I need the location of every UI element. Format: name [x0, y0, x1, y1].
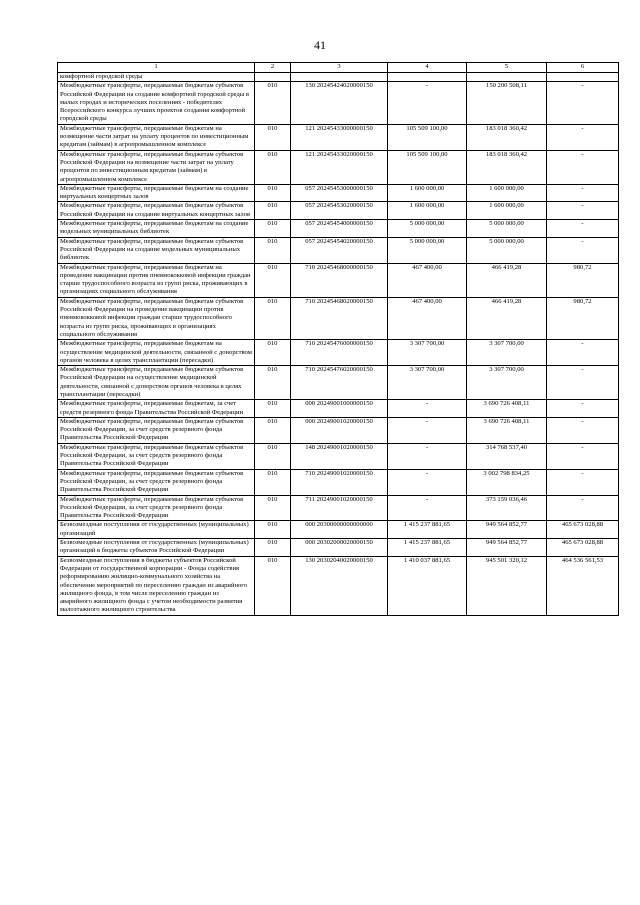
row-plan-cell: 1 600 000,00	[388, 184, 467, 202]
table-row	[58, 556, 619, 615]
row-code-cell: 010	[255, 469, 291, 495]
column-header-4: 4	[388, 63, 467, 73]
row-code-cell: 010	[255, 340, 291, 366]
row-fact-cell: 466 419,28	[467, 297, 547, 339]
row-name-cell: Межбюджетные трансферты, передаваемые бюджетам субъектов Российской Федерации на создание модельных муниципальных библиотек	[58, 237, 255, 263]
row-kbk-cell: 130 20245424020000150	[291, 82, 388, 124]
row-diff-cell: -	[547, 220, 619, 238]
row-diff-cell: -	[547, 202, 619, 220]
row-plan-cell: 467 400,00	[388, 297, 467, 339]
row-kbk-cell: 057 20245454020000150	[291, 237, 388, 263]
row-diff-cell: -	[547, 417, 619, 443]
row-plan-cell	[388, 73, 467, 82]
budget-execution-table	[57, 62, 619, 616]
row-code-cell: 010	[255, 124, 291, 150]
row-fact-cell: 949 564 852,77	[467, 521, 547, 539]
row-plan-cell: -	[388, 400, 467, 418]
row-diff-cell: -	[547, 495, 619, 521]
row-kbk-cell: 148 20249001020000150	[291, 443, 388, 469]
table-row	[58, 400, 619, 418]
row-fact-cell: 1 600 000,00	[467, 184, 547, 202]
row-plan-cell: -	[388, 443, 467, 469]
column-header-6: 6	[547, 63, 619, 73]
row-kbk-cell: 710 20249001020000150	[291, 469, 388, 495]
row-plan-cell: 105 509 100,00	[388, 150, 467, 184]
row-plan-cell: 105 509 100,00	[388, 124, 467, 150]
table-row	[58, 237, 619, 263]
row-fact-cell: 5 000 000,00	[467, 220, 547, 238]
table-row	[58, 443, 619, 469]
row-fact-cell: 373 159 036,46	[467, 495, 547, 521]
row-fact-cell: 183 018 360,42	[467, 150, 547, 184]
row-kbk-cell: 057 20245453000000150	[291, 184, 388, 202]
column-header-3: 3	[291, 63, 388, 73]
table-row	[58, 340, 619, 366]
row-name-cell: Безвозмездные поступления от государственных (муниципальных) организаций в бюджеты субъектов Российской Федерации	[58, 539, 255, 557]
row-kbk-cell: 057 20245454000000150	[291, 220, 388, 238]
row-code-cell: 010	[255, 366, 291, 400]
row-kbk-cell: 057 20245453020000150	[291, 202, 388, 220]
row-fact-cell: 3 690 726 408,11	[467, 417, 547, 443]
row-plan-cell: -	[388, 417, 467, 443]
row-diff-cell: -	[547, 82, 619, 124]
row-name-cell: Межбюджетные трансферты, передаваемые бюджетам субъектов Российской Федерации, за счет средств резервного фонда Правительства Российской Федерации	[58, 469, 255, 495]
row-plan-cell: 1 415 237 881,65	[388, 539, 467, 557]
table-row	[58, 263, 619, 297]
row-fact-cell: 183 018 360,42	[467, 124, 547, 150]
row-name-cell: Межбюджетные трансферты, передаваемые бюджетам субъектов Российской Федерации на создание комфортной городской среды в малых городах и исторических поселениях - победителях Всероссийского конкурса лучших проектов создания комфортной городской среды	[58, 82, 255, 124]
row-name-cell: Межбюджетные трансферты, передаваемые бюджетам на возмещение части затрат на уплату процентов по инвестиционным кредитам (займам) в агропромышленном комплексе	[58, 124, 255, 150]
row-code-cell: 010	[255, 184, 291, 202]
column-header-1: 1	[58, 63, 255, 73]
table-row	[58, 124, 619, 150]
row-plan-cell: 467 400,00	[388, 263, 467, 297]
row-kbk-cell: 000 20300000000000000	[291, 521, 388, 539]
row-fact-cell: 3 307 700,00	[467, 340, 547, 366]
row-name-cell: Межбюджетные трансферты, передаваемые бюджетам субъектов Российской Федерации на проведение вакцинации против пневмококковой инфекции граждан старше трудоспособного возраста из групп риска, проживающих в организациях социального обслуживания	[58, 297, 255, 339]
row-plan-cell: 1 415 237 881,65	[388, 521, 467, 539]
row-plan-cell: -	[388, 469, 467, 495]
row-code-cell: 010	[255, 263, 291, 297]
row-fact-cell: 1 600 000,00	[467, 202, 547, 220]
row-diff-cell: -	[547, 400, 619, 418]
column-header-5: 5	[467, 63, 547, 73]
table-row	[58, 469, 619, 495]
table-row	[58, 521, 619, 539]
row-name-cell: Межбюджетные трансферты, передаваемые бюджетам на проведение вакцинации против пневмококковой инфекции граждан старше трудоспособного возраста из групп риска, проживающих в организациях социального обслуживания	[58, 263, 255, 297]
row-diff-cell: -	[547, 443, 619, 469]
row-diff-cell: 980,72	[547, 297, 619, 339]
row-plan-cell: 5 000 000,00	[388, 220, 467, 238]
row-diff-cell: 980,72	[547, 263, 619, 297]
row-fact-cell: 314 768 537,40	[467, 443, 547, 469]
row-kbk-cell: 121 20245433000000150	[291, 124, 388, 150]
row-kbk-cell: 710 20245468000000150	[291, 263, 388, 297]
page-number: 41	[314, 38, 326, 52]
row-name-cell: Межбюджетные трансферты, передаваемые бюджетам на создание виртуальных концертных залов	[58, 184, 255, 202]
row-code-cell: 010	[255, 556, 291, 615]
row-fact-cell: 949 564 852,77	[467, 539, 547, 557]
row-plan-cell: 3 307 700,00	[388, 340, 467, 366]
row-diff-cell: -	[547, 184, 619, 202]
table-row	[58, 220, 619, 238]
table-row	[58, 495, 619, 521]
table-row	[58, 202, 619, 220]
row-diff-cell: -	[547, 150, 619, 184]
row-name-cell: Межбюджетные трансферты, передаваемые бюджетам на осуществление медицинской деятельности, связанной с донорством органов человека в целях трансплантации (пересадки)	[58, 340, 255, 366]
row-code-cell	[255, 73, 291, 82]
row-name-cell: Межбюджетные трансферты, передаваемые бюджетам субъектов Российской Федерации, за счет средств резервного фонда Правительства Российской Федерации	[58, 417, 255, 443]
row-plan-cell: 5 000 000,00	[388, 237, 467, 263]
row-code-cell: 010	[255, 220, 291, 238]
row-diff-cell: -	[547, 366, 619, 400]
table-row	[58, 184, 619, 202]
row-diff-cell: -	[547, 124, 619, 150]
row-kbk-cell: 130 20302040020000150	[291, 556, 388, 615]
table-header-row	[58, 63, 619, 73]
row-kbk-cell: 121 20245433020000150	[291, 150, 388, 184]
row-diff-cell: -	[547, 340, 619, 366]
table-row	[58, 150, 619, 184]
row-name-cell: Безвозмездные поступления в бюджеты субъектов Российской Федерации от государственной корпорации - Фонда содействия реформированию жилищно-коммунального хозяйства на обеспечение мероприятий по переселению граждан из аварийного жилищного фонда, в том числе переселению граждан из аварийного жилищного фонда с учетом необходимости развития малоэтажного жилищного строительства	[58, 556, 255, 615]
row-plan-cell: 3 307 700,00	[388, 366, 467, 400]
row-code-cell: 010	[255, 521, 291, 539]
row-diff-cell: -	[547, 237, 619, 263]
row-kbk-cell: 000 20302000020000150	[291, 539, 388, 557]
row-code-cell: 010	[255, 237, 291, 263]
row-fact-cell: 466 419,28	[467, 263, 547, 297]
row-plan-cell: 1 410 037 881,65	[388, 556, 467, 615]
row-code-cell: 010	[255, 443, 291, 469]
table-row	[58, 417, 619, 443]
row-code-cell: 010	[255, 417, 291, 443]
row-plan-cell: -	[388, 495, 467, 521]
row-name-cell: Межбюджетные трансферты, передаваемые бюджетам субъектов Российской Федерации на осуществление медицинской деятельности, связанной с донорством органов человека в целях трансплантации (пересадки)	[58, 366, 255, 400]
column-header-2: 2	[255, 63, 291, 73]
table-row	[58, 539, 619, 557]
row-code-cell: 010	[255, 539, 291, 557]
row-fact-cell	[467, 73, 547, 82]
row-fact-cell: 3 307 700,00	[467, 366, 547, 400]
row-code-cell: 010	[255, 150, 291, 184]
row-fact-cell: 5 000 000,00	[467, 237, 547, 263]
row-name-cell: Межбюджетные трансферты, передаваемые бюджетам на создание модельных муниципальных библиотек	[58, 220, 255, 238]
row-name-cell: Межбюджетные трансферты, передаваемые бюджетам, за счет средств резервного фонда Правительства Российской Федерации	[58, 400, 255, 418]
row-diff-cell: 465 673 028,88	[547, 521, 619, 539]
row-kbk-cell: 000 20249001020000150	[291, 417, 388, 443]
row-plan-cell: -	[388, 82, 467, 124]
row-name-cell: Межбюджетные трансферты, передаваемые бюджетам субъектов Российской Федерации, за счет средств резервного фонда Правительства Российской Федерации	[58, 495, 255, 521]
row-name-cell: Межбюджетные трансферты, передаваемые бюджетам субъектов Российской Федерации на создание виртуальных концертных залов	[58, 202, 255, 220]
table-row	[58, 82, 619, 124]
row-name-cell: комфортной городской среды	[58, 73, 255, 82]
table-row	[58, 73, 619, 82]
row-kbk-cell: 710 20245476020000150	[291, 366, 388, 400]
row-name-cell: Межбюджетные трансферты, передаваемые бюджетам субъектов Российской Федерации на возмещение части затрат на уплату процентов по инвестиционным кредитам (займам) в агропромышленном комплексе	[58, 150, 255, 184]
row-kbk-cell: 711 20249001020000150	[291, 495, 388, 521]
row-diff-cell: -	[547, 469, 619, 495]
row-name-cell: Безвозмездные поступления от государственных (муниципальных) организаций	[58, 521, 255, 539]
row-kbk-cell	[291, 73, 388, 82]
row-code-cell: 010	[255, 495, 291, 521]
row-fact-cell: 150 200 508,11	[467, 82, 547, 124]
row-fact-cell: 3 002 798 834,25	[467, 469, 547, 495]
row-kbk-cell: 710 20245468020000150	[291, 297, 388, 339]
row-diff-cell: 465 673 028,88	[547, 539, 619, 557]
row-code-cell: 010	[255, 400, 291, 418]
row-diff-cell: 464 536 561,53	[547, 556, 619, 615]
row-plan-cell: 1 600 000,00	[388, 202, 467, 220]
row-fact-cell: 945 501 320,12	[467, 556, 547, 615]
row-kbk-cell: 000 20249001000000150	[291, 400, 388, 418]
row-name-cell: Межбюджетные трансферты, передаваемые бюджетам субъектов Российской Федерации, за счет средств резервного фонда Правительства Российской Федерации	[58, 443, 255, 469]
row-diff-cell	[547, 73, 619, 82]
row-code-cell: 010	[255, 297, 291, 339]
row-kbk-cell: 710 20245476000000150	[291, 340, 388, 366]
row-code-cell: 010	[255, 82, 291, 124]
row-code-cell: 010	[255, 202, 291, 220]
row-fact-cell: 3 690 726 408,11	[467, 400, 547, 418]
table-row	[58, 297, 619, 339]
table-row	[58, 366, 619, 400]
